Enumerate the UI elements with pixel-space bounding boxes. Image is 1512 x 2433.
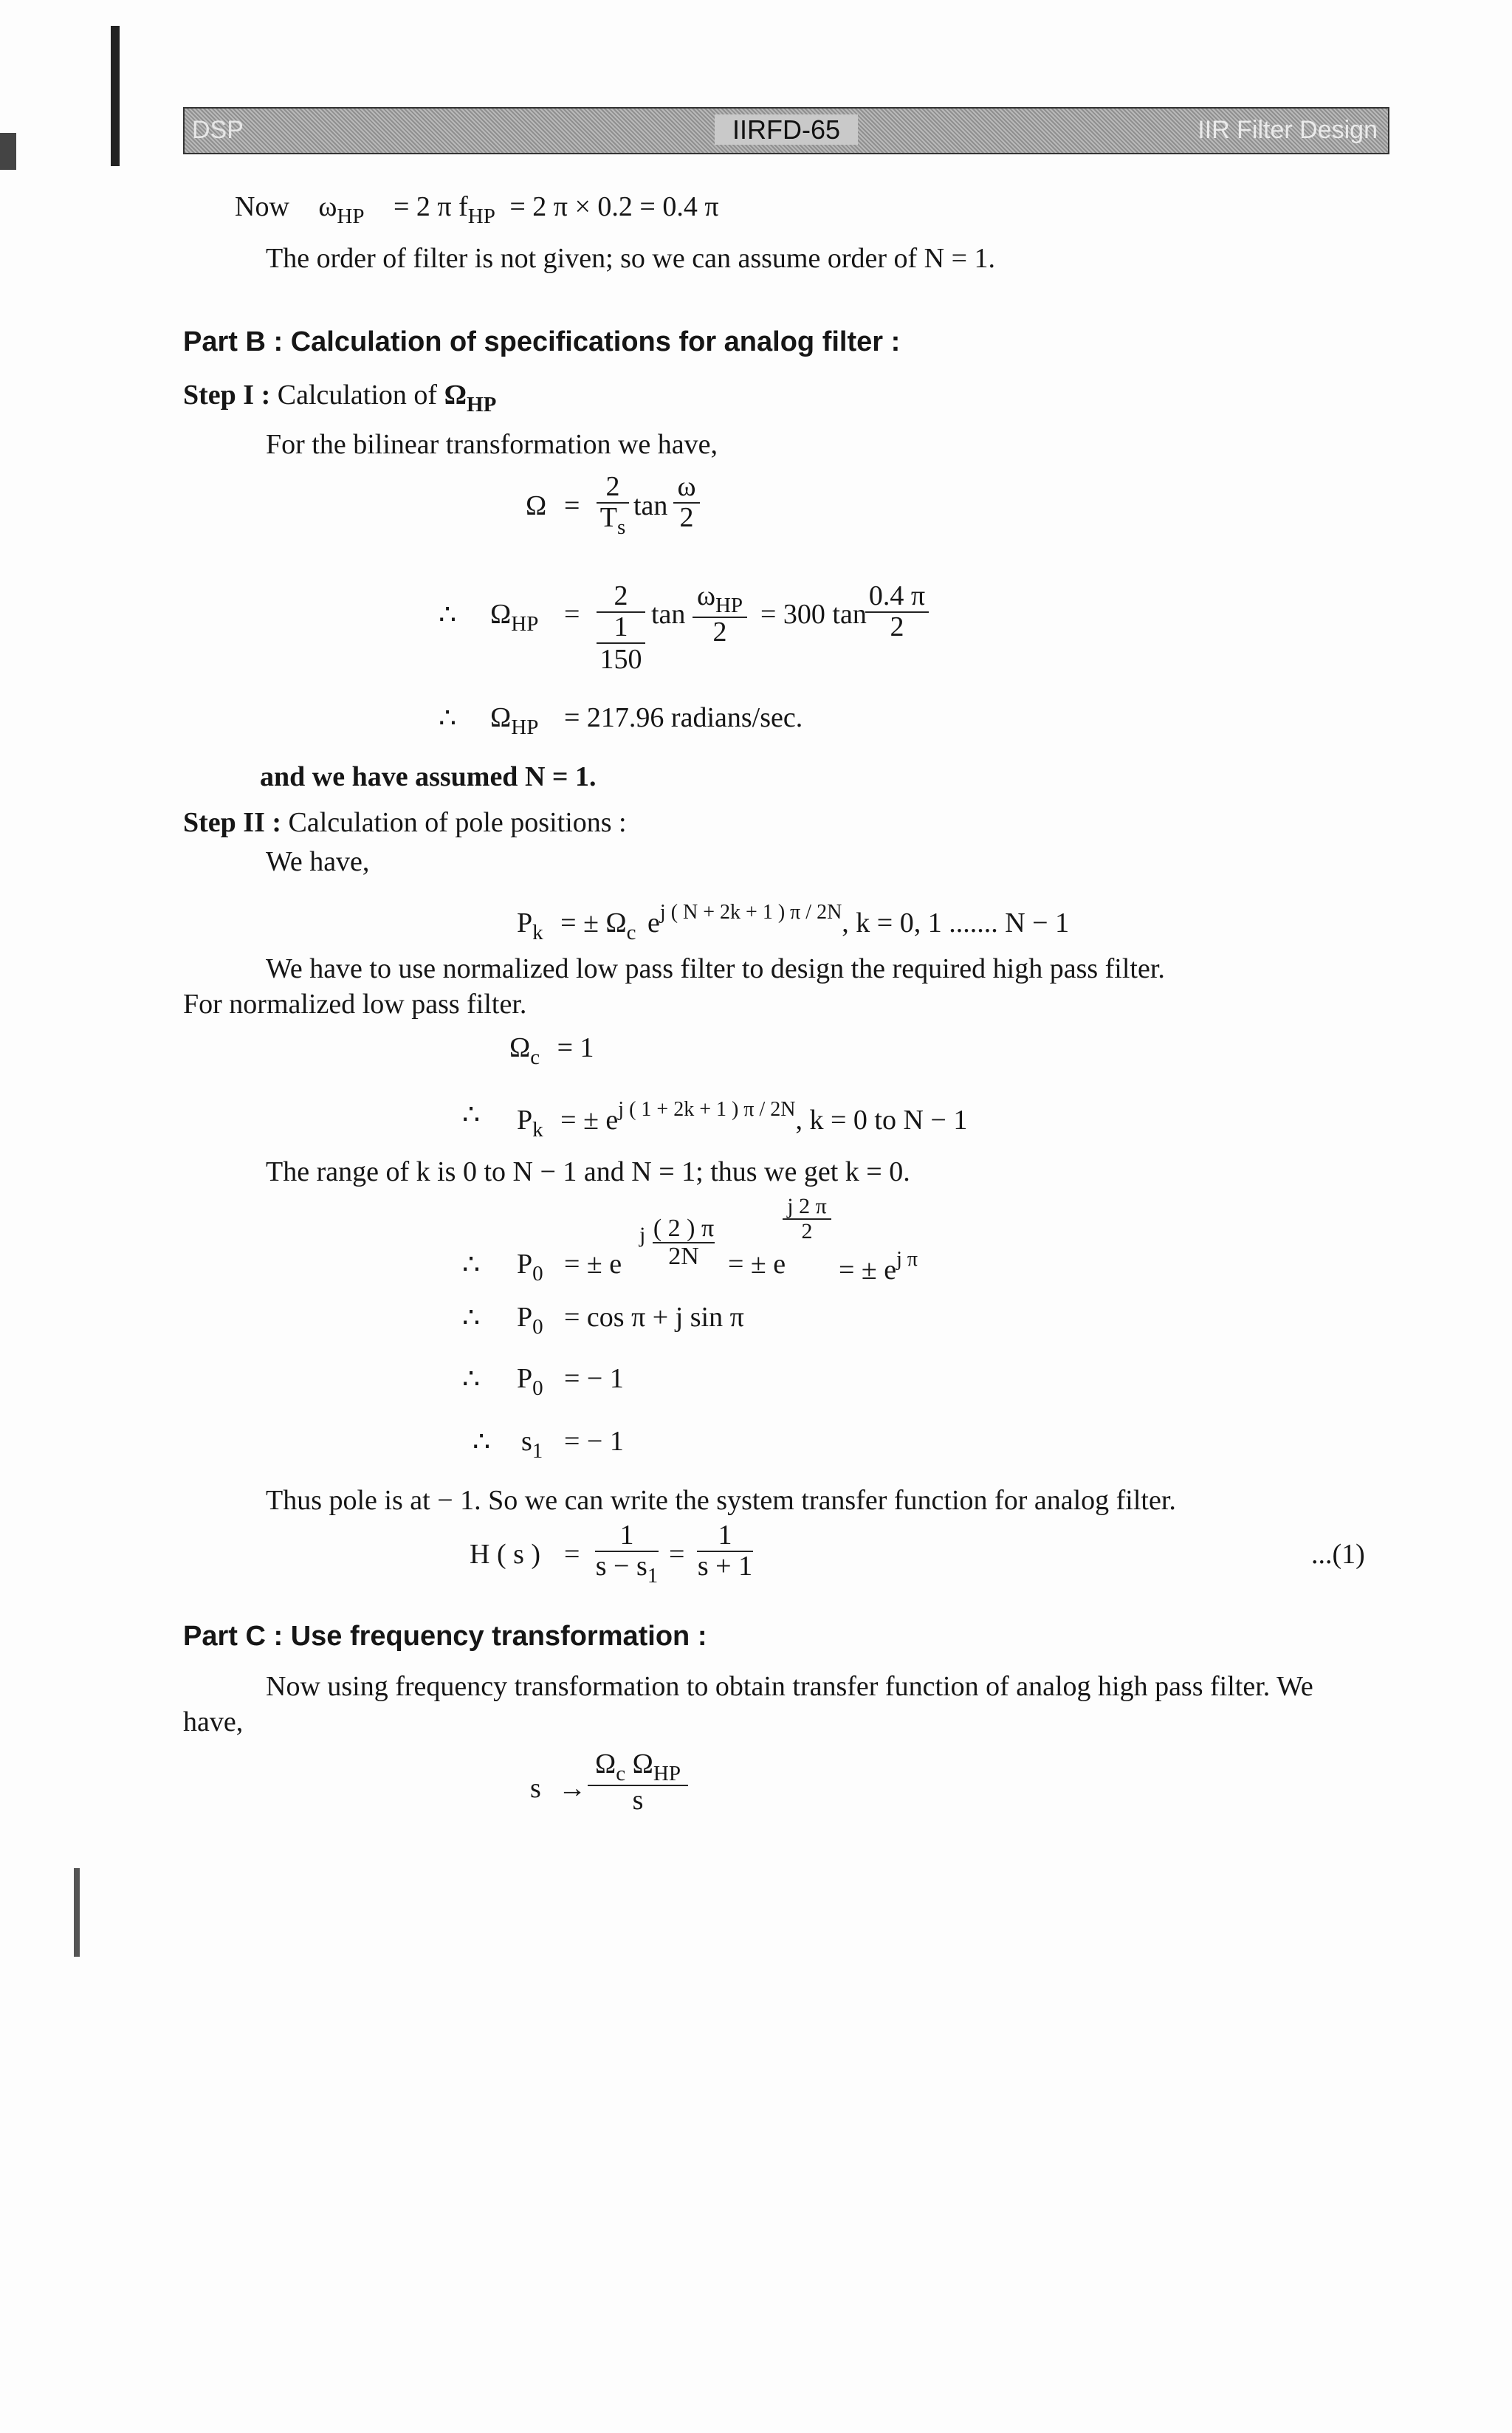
pk-sub: k xyxy=(532,1118,543,1142)
p0-exp-j: j xyxy=(639,1223,646,1247)
p0-sub: 0 xyxy=(532,1376,543,1400)
part-c-text-2: have, xyxy=(183,1706,244,1737)
pk-e: e xyxy=(647,907,660,938)
p0-exp-frac xyxy=(783,1195,831,1243)
omega-c: Ω xyxy=(595,1749,616,1780)
p0-end: = ± e xyxy=(839,1255,897,1286)
pk-exponent: j ( 1 + 2k + 1 ) π / 2N xyxy=(618,1098,796,1121)
step1-line xyxy=(183,379,496,417)
tan-label: tan xyxy=(651,599,686,630)
pole-text: Thus pole is at − 1. So we can write the system transfer function for analog filter. xyxy=(266,1485,1176,1516)
frac-den-sub: s xyxy=(616,515,626,539)
omega-hp: Ω xyxy=(632,1749,653,1780)
transform-frac xyxy=(588,1750,688,1816)
therefore-symbol: ∴ xyxy=(439,600,457,631)
frac-whp-2 xyxy=(693,582,747,648)
step1-label: Step I : xyxy=(183,380,271,411)
p0-mid: = ± e xyxy=(728,1249,786,1280)
binding-edge-lower xyxy=(74,1868,80,1957)
frac-den: 2 xyxy=(865,611,929,642)
omega-hp-sub: HP xyxy=(511,612,539,636)
transform-den: s xyxy=(588,1785,688,1816)
omega-c-sub: c xyxy=(616,1762,626,1785)
arrow-icon: → xyxy=(558,1773,586,1804)
binding-edge xyxy=(111,26,120,166)
s1-rhs: = − 1 xyxy=(564,1426,624,1457)
assumed-n: and we have assumed N = 1. xyxy=(260,761,597,792)
omega-hp-sub: HP xyxy=(511,716,539,739)
p0-lhs: P xyxy=(517,1302,533,1333)
pk-rhs: = ± e xyxy=(560,1105,619,1136)
omega-hp-sub: HP xyxy=(653,1762,681,1785)
hs-den-1-sub: 1 xyxy=(647,1563,659,1588)
omega-hp-lhs: Ω xyxy=(490,599,512,630)
pk-range: , k = 0 to N − 1 xyxy=(795,1105,968,1136)
p0-exp-den: 2 xyxy=(783,1218,831,1243)
pk-rhs: = ± Ω xyxy=(560,907,627,938)
normalized-text-2: For normalized low pass filter. xyxy=(183,989,527,1020)
omega-frac-2-ts xyxy=(597,473,629,538)
p0-lhs: P xyxy=(517,1249,533,1280)
step2-line xyxy=(183,806,627,839)
omega-c-lhs: Ω xyxy=(509,1032,531,1063)
hs-den-1: s − s xyxy=(595,1550,647,1582)
therefore-symbol: ∴ xyxy=(462,1249,481,1280)
pk-range: , k = 0, 1 ....... N − 1 xyxy=(842,907,1070,938)
step2-text: Calculation of pole positions : xyxy=(288,807,627,838)
frac-w-num: ω xyxy=(677,471,696,502)
p0-frac-den: 2N xyxy=(653,1242,715,1270)
omega-eq-sign: = xyxy=(564,490,580,521)
pk-rhs-sub: c xyxy=(626,921,636,944)
frac-den: T xyxy=(599,501,617,533)
p0-end-exp: j π xyxy=(896,1248,918,1271)
frac-2-over-1-150 xyxy=(597,582,645,676)
therefore-symbol: ∴ xyxy=(462,1303,481,1334)
we-have: We have, xyxy=(266,846,370,877)
omega-c-sub: c xyxy=(530,1046,540,1069)
pk-exponent: j ( N + 2k + 1 ) π / 2N xyxy=(659,901,842,924)
frac-den-150: 150 xyxy=(597,642,645,676)
eq-300-tan: = 300 tan xyxy=(760,599,867,630)
eq-part-1: = 2 π f xyxy=(393,191,468,222)
omega-lhs: Ω xyxy=(526,490,547,521)
transform-lhs: s xyxy=(530,1773,541,1804)
header-center-text: IIRFD-65 xyxy=(715,114,858,145)
frac-04pi-2 xyxy=(865,582,929,642)
page-header xyxy=(183,107,1389,154)
eq-sign: = xyxy=(564,1539,580,1570)
p0-rhs: = cos π + j sin π xyxy=(564,1302,744,1333)
frac-w: ω xyxy=(696,580,715,611)
range-text: The range of k is 0 to N − 1 and N = 1; thus we get k = 0. xyxy=(266,1156,910,1187)
pk-sub: k xyxy=(532,921,543,944)
hs-frac-1 xyxy=(595,1521,659,1587)
omega-c-rhs: = 1 xyxy=(557,1032,594,1063)
hs-num-1: 1 xyxy=(619,1520,634,1551)
omega-hp-lhs: Ω xyxy=(490,702,512,733)
normalized-text-1: We have to use normalized low pass filter to design the required high pass filter. xyxy=(266,953,1165,984)
p0-frac-num: ( 2 ) π xyxy=(653,1215,715,1242)
omega-frac-w-2 xyxy=(673,473,700,533)
hs-frac-2 xyxy=(697,1521,753,1582)
p0-frac xyxy=(653,1215,715,1269)
frac-num: 2 xyxy=(614,580,628,611)
hs-num-2: 1 xyxy=(718,1520,732,1551)
s1-lhs: s xyxy=(521,1426,532,1457)
p0-rhs: = ± e xyxy=(564,1249,622,1280)
hp-subscript-2: HP xyxy=(467,205,495,228)
therefore-symbol: ∴ xyxy=(462,1099,481,1130)
p0-rhs: = − 1 xyxy=(564,1363,624,1394)
order-note: The order of filter is not given; so we can assume order of N = 1. xyxy=(266,243,996,274)
p0-sub: 0 xyxy=(532,1262,543,1286)
part-c-heading: Part C : Use frequency transformation : xyxy=(183,1621,707,1652)
frac-num: 0.4 π xyxy=(868,580,926,611)
frac-den: 2 xyxy=(693,617,747,648)
pk-lhs: P xyxy=(517,1105,533,1136)
s1-sub: 1 xyxy=(532,1439,543,1463)
header-right: IIR Filter Design xyxy=(1197,116,1378,144)
p0-exp-num: j 2 π xyxy=(787,1194,827,1218)
p0-lhs: P xyxy=(517,1363,533,1394)
omega-c-eq xyxy=(509,1032,594,1070)
frac-num: 2 xyxy=(605,471,620,502)
part-b-heading: Part B : Calculation of specifications for analog filter : xyxy=(183,326,901,357)
eq-sign: = xyxy=(564,599,580,630)
frac-den-1: 1 xyxy=(597,611,645,642)
eq-part-2: = 2 π × 0.2 = 0.4 π xyxy=(509,191,719,222)
eq-sign-2: = xyxy=(669,1539,685,1570)
tan-label: tan xyxy=(633,490,668,521)
p0-sub: 0 xyxy=(532,1315,543,1339)
bilinear-text: For the bilinear transformation we have, xyxy=(266,429,718,460)
step1-sub: HP xyxy=(467,393,497,416)
therefore-symbol: ∴ xyxy=(462,1364,481,1395)
frac-w-sub: HP xyxy=(715,594,743,617)
therefore-symbol: ∴ xyxy=(439,703,457,734)
step1-text: Calculation of xyxy=(277,380,438,411)
omega-hp-value: = 217.96 radians/sec. xyxy=(564,702,803,733)
pk-lhs: P xyxy=(517,907,533,938)
pk-equation xyxy=(517,901,1069,945)
hs-lhs: H ( s ) xyxy=(470,1539,541,1570)
omega-symbol: ω xyxy=(318,191,337,222)
therefore-symbol: ∴ xyxy=(472,1427,491,1458)
part-c-text-1: Now using frequency transformation to obtain transfer function of analog high pass filter. We xyxy=(266,1671,1313,1702)
hs-den-2: s + 1 xyxy=(697,1550,753,1582)
step1-omega: Ω xyxy=(444,380,467,411)
step2-label: Step II : xyxy=(183,807,282,838)
scan-mark xyxy=(0,133,16,170)
header-left: DSP xyxy=(192,116,244,144)
equation-tag: ...(1) xyxy=(1311,1539,1365,1570)
now-omega-line xyxy=(235,191,719,229)
frac-w-den: 2 xyxy=(673,502,700,533)
now-label: Now xyxy=(235,191,289,222)
hp-subscript: HP xyxy=(337,205,365,228)
